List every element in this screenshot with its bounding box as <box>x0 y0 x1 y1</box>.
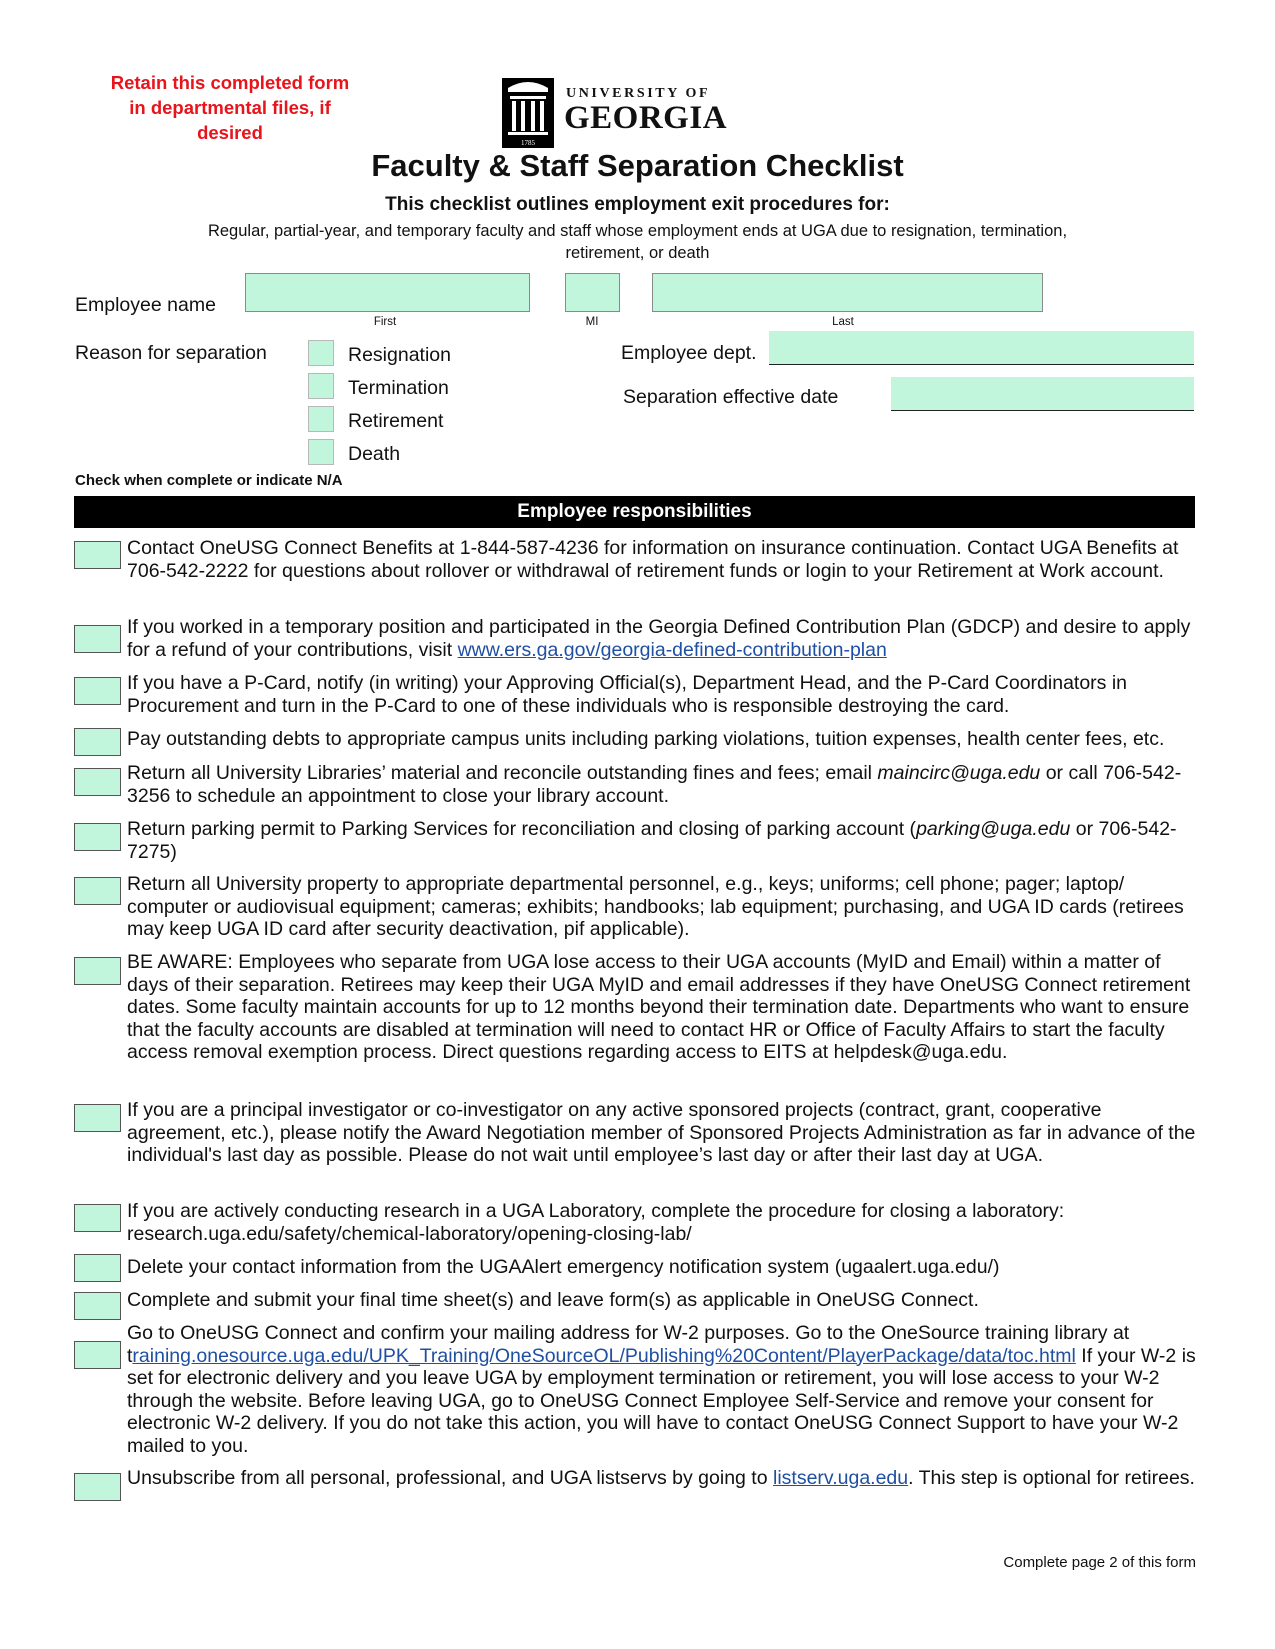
item-text: BE AWARE: Employees who separate from UGA lose access to their UGA accounts (MyID and Email) within a matter of days of their separation. Retirees may keep their UGA MyID and email addresses if they have OneUSG Connect retirement dates. Some faculty maintain accounts for up to 12 months beyond their termination date. Departments who want to ensure that the faculty accounts are disabled at termination will need to contact HR or Office of Faculty Affairs to start the faculty access removal exemption process. Direct questions regarding access to EITS at helpdesk@uga.edu. <box>127 951 1191 1063</box>
termination-label: Termination <box>348 377 449 399</box>
logo-university-of: UNIVERSITY OF <box>566 86 711 101</box>
listserv-link[interactable]: listserv.uga.edu <box>772 1467 909 1489</box>
middle-initial-field[interactable] <box>565 273 620 312</box>
mi-sublabel: MI <box>585 316 599 328</box>
item-checkbox[interactable] <box>74 541 121 569</box>
employee-name-label: Employee name <box>75 294 216 316</box>
item-text: Pay outstanding debts to appropriate campus units including parking violations, tuition expenses, health center fees, etc. <box>127 728 1165 750</box>
item-checkbox[interactable] <box>74 1292 121 1320</box>
logo-georgia: GEORGIA <box>564 100 728 136</box>
item-checkbox[interactable] <box>74 1341 121 1369</box>
item-checkbox[interactable] <box>74 1473 121 1501</box>
item-text: If you have a P-Card, notify (in writing) your Approving Official(s), Department Head, and the P-Card Coordinators in Procurement and turn in the P-Card to one of these individuals who is responsible destroying the card. <box>127 672 1128 717</box>
page-description: Regular, partial-year, and temporary faculty and staff whose employment ends at UGA due to resignation, termination, retirement, or death <box>207 222 1068 262</box>
first-name-field[interactable] <box>245 273 530 312</box>
gdcp-link[interactable]: www.ers.ga.gov/georgia-defined-contribution-plan <box>457 638 887 661</box>
uga-logo <box>502 78 732 148</box>
retirement-checkbox[interactable] <box>308 406 334 432</box>
first-sublabel: First <box>373 316 397 328</box>
item-checkbox[interactable] <box>74 768 121 796</box>
onesource-link[interactable]: raining.onesource.uga.edu/UPK_Training/OneSourceOL/Publishing%20Content/PlayerPackage/data/toc.html <box>132 1344 1076 1367</box>
reason-label: Reason for separation <box>75 342 267 364</box>
item-checkbox[interactable] <box>74 1254 121 1282</box>
item-checkbox[interactable] <box>74 1104 121 1132</box>
item-text: If you are actively conducting research in a UGA Laboratory, complete the procedure for closing a laboratory: research.uga.edu/safety/chemical-laboratory/opening-closing-lab/ <box>127 1200 1065 1245</box>
item-checkbox[interactable] <box>74 957 121 985</box>
termination-checkbox[interactable] <box>308 373 334 399</box>
last-name-field[interactable] <box>652 273 1043 312</box>
last-sublabel: Last <box>832 316 854 328</box>
retirement-label: Retirement <box>348 410 444 432</box>
section-header: Employee responsibilities <box>74 496 1195 528</box>
separation-date-field[interactable] <box>891 377 1194 411</box>
item-text: Contact OneUSG Connect Benefits at 1-844-587-4236 for information on insurance continuation. Contact UGA Benefits at 706-542-2222 for questions about rollover or withdrawal of retirement funds or login to your Retirement at Work account. <box>127 537 1179 582</box>
item-text: Complete and submit your final time sheet(s) and leave form(s) as applicable in OneUSG Connect. <box>127 1289 979 1311</box>
logo-year: 1785 <box>521 139 535 147</box>
item-checkbox[interactable] <box>74 877 121 905</box>
separation-date-label: Separation effective date <box>623 386 839 408</box>
page-subtitle: This checklist outlines employment exit procedures for: <box>385 194 890 215</box>
item-text: Unsubscribe from all personal, professional, and UGA listservs by going to listserv.uga.edu. This step is optional for retirees. <box>127 1467 1195 1489</box>
item-checkbox[interactable] <box>74 1204 121 1232</box>
parking-email: parking@uga.edu <box>916 818 1071 840</box>
item-checkbox[interactable] <box>74 677 121 705</box>
item-text: Return all University property to appropriate departmental personnel, e.g., keys; uniforms; cell phone; pager; laptop/ computer or audiovisual equipment; cameras; exhibits; handbooks; lab equipment; purchasing, and UGA ID cards (retirees may keep UGA ID card after security deactivation, pif applicable). <box>127 873 1184 940</box>
item-checkbox[interactable] <box>74 823 121 851</box>
library-email: maincirc@uga.edu <box>877 762 1041 784</box>
item-text: If you are a principal investigator or co-investigator on any active sponsored projects (contract, grant, cooperative agreement, etc.), please notify the Award Negotiation member of Sponsored Projects Administration as far in advance of the individual's last day as possible. Please do not wait until employee’s last day or after their last day at UGA. <box>127 1099 1196 1166</box>
footer-note: Complete page 2 of this form <box>1003 1554 1196 1571</box>
employee-dept-field[interactable] <box>769 331 1194 365</box>
resignation-label: Resignation <box>348 344 451 366</box>
item-text: Go to OneUSG Connect and confirm your mailing address for W-2 purposes. Go to the OneSource training library at training.onesource.uga.edu/UPK_Training/OneSourceOL/Publishing%20Content/PlayerPackage/data/toc.html If your W-2 is set for electronic delivery and you leave UGA by employment termination or retirement, you will lose access to your W-2 through the website. Before leaving UGA, go to OneUSG Connect Employee Self-Service and remove your consent for electronic W-2 delivery. If you do not take this action, you will have to contact OneUSG Connect Support to have your W-2 mailed to you. <box>127 1322 1196 1457</box>
item-text: Return all University Libraries’ material and reconcile outstanding fines and fees; email maincirc@uga.edu or call 706-542-3256 to schedule an appointment to close your library account. <box>127 762 1182 807</box>
check-note: Check when complete or indicate N/A <box>75 472 343 489</box>
item-text: If you worked in a temporary position and participated in the Georgia Defined Contribution Plan (GDCP) and desire to apply for a refund of your contributions, visit www.ers.ga.gov/georgia-defined-contribution-plan <box>127 616 1191 661</box>
item-text: Return parking permit to Parking Services for reconciliation and closing of parking account (parking@uga.edu or 706-542-7275) <box>127 818 1177 863</box>
item-checkbox[interactable] <box>74 625 121 653</box>
retain-note: Retain this completed form in departmental files, if desired <box>110 72 350 143</box>
arch-icon <box>502 78 554 148</box>
resignation-checkbox[interactable] <box>308 340 334 366</box>
death-checkbox[interactable] <box>308 439 334 465</box>
page-title: Faculty & Staff Separation Checklist <box>371 148 904 183</box>
death-label: Death <box>348 443 401 465</box>
item-text: Delete your contact information from the UGAAlert emergency notification system (ugaalert.uga.edu/) <box>127 1256 1000 1278</box>
item-checkbox[interactable] <box>74 728 121 756</box>
employee-dept-label: Employee dept. <box>621 342 757 364</box>
